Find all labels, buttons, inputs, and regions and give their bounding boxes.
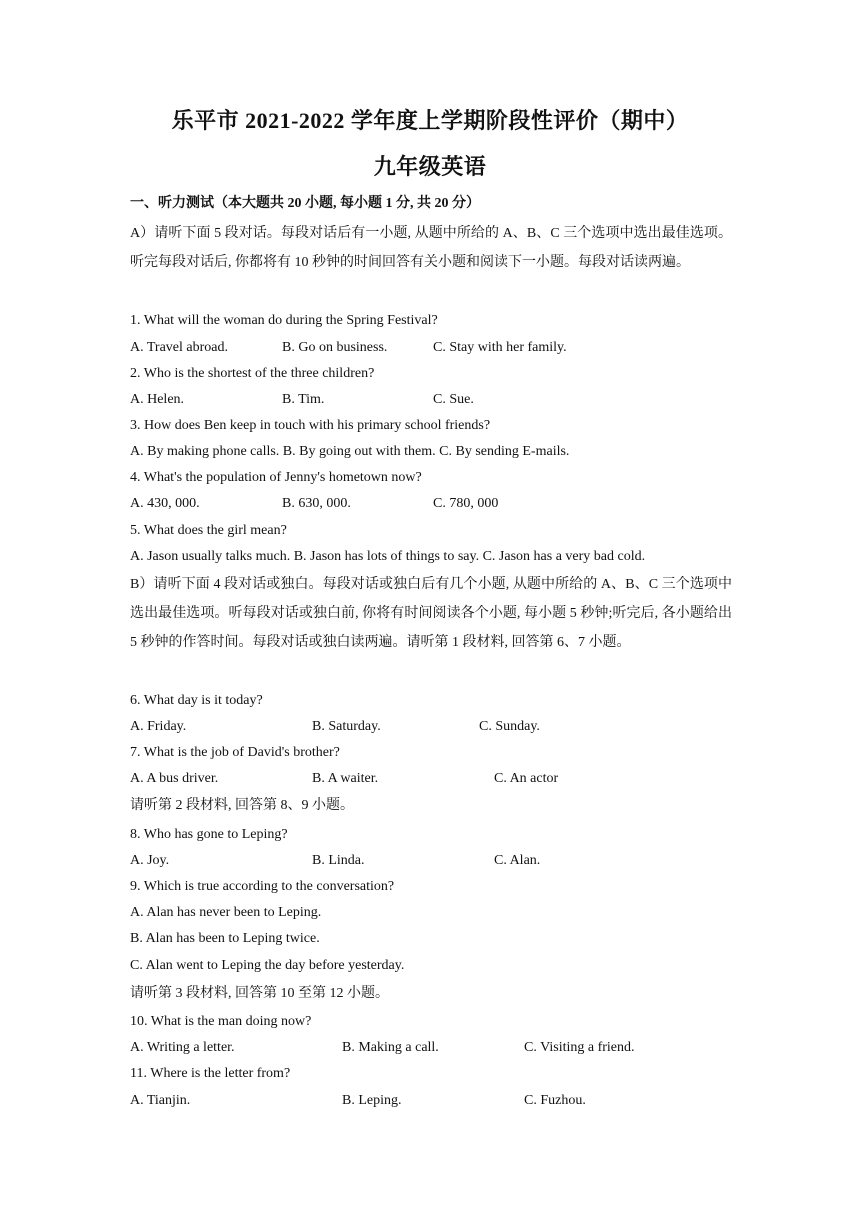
question-8: 8. Who has gone to Leping?	[130, 827, 288, 842]
q9-option-b: B. Alan has been to Leping twice.	[130, 931, 320, 946]
q8-option-b: B. Linda.	[312, 853, 365, 868]
q1-option-a: A. Travel abroad.	[130, 340, 228, 355]
passage-3-note: 请听第 3 段材料, 回答第 10 至第 12 小题。	[130, 986, 389, 1001]
question-11: 11. Where is the letter from?	[130, 1066, 291, 1081]
q1-option-b: B. Go on business.	[282, 340, 388, 355]
question-5: 5. What does the girl mean?	[130, 523, 287, 538]
q7-option-c: C. An actor	[494, 771, 559, 786]
q10-option-b: B. Making a call.	[342, 1040, 439, 1055]
q8-option-c: C. Alan.	[494, 853, 541, 868]
question-2: 2. Who is the shortest of the three children?	[130, 366, 375, 381]
question-6: 6. What day is it today?	[130, 693, 263, 708]
q6-option-a: A. Friday.	[130, 719, 187, 734]
q4-option-c: C. 780, 000	[433, 496, 499, 511]
section-heading: 一、听力测试（本大题共 20 小题, 每小题 1 分, 共 20 分）	[130, 196, 480, 211]
exam-subtitle: 九年级英语	[373, 154, 487, 179]
q11-option-a: A. Tianjin.	[130, 1093, 191, 1108]
q10-option-a: A. Writing a letter.	[130, 1040, 235, 1055]
question-3: 3. How does Ben keep in touch with his primary school friends?	[130, 418, 491, 433]
q9-option-a: A. Alan has never been to Leping.	[130, 905, 322, 920]
q2-option-b: B. Tim.	[282, 392, 325, 407]
question-10: 10. What is the man doing now?	[130, 1014, 312, 1029]
q8-option-a: A. Joy.	[130, 853, 170, 868]
question-7: 7. What is the job of David's brother?	[130, 745, 340, 760]
q9-option-c: C. Alan went to Leping the day before yesterday.	[130, 958, 405, 973]
q2-option-c: C. Sue.	[433, 392, 474, 407]
q4-option-b: B. 630, 000.	[282, 496, 351, 511]
q3-options: A. By making phone calls. B. By going out with them. C. By sending E-mails.	[130, 444, 570, 459]
exam-title: 乐平市 2021-2022 学年度上学期阶段性评价（期中）	[171, 108, 689, 133]
passage-2-note: 请听第 2 段材料, 回答第 8、9 小题。	[130, 798, 354, 813]
q2-option-a: A. Helen.	[130, 392, 185, 407]
q5-options: A. Jason usually talks much. B. Jason has lots of things to say. C. Jason has a very bad cold.	[130, 549, 646, 564]
q7-option-a: A. A bus driver.	[130, 771, 219, 786]
q7-option-b: B. A waiter.	[312, 771, 379, 786]
question-9: 9. Which is true according to the conversation?	[130, 879, 395, 894]
q6-option-c: C. Sunday.	[479, 719, 540, 734]
question-4: 4. What's the population of Jenny's hometown now?	[130, 470, 422, 485]
part-a-instructions: A）请听下面 5 段对话。每段对话后有一小题, 从题中所给的 A、B、C 三个选项中选出最佳选项。听完每段对话后, 你都将有 10 秒钟的时间回答有关小题和阅读下一小题。每段对话读两遍。	[130, 226, 732, 270]
question-1: 1. What will the woman do during the Spring Festival?	[130, 313, 438, 328]
q4-option-a: A. 430, 000.	[130, 496, 200, 511]
q6-option-b: B. Saturday.	[312, 719, 381, 734]
q10-option-c: C. Visiting a friend.	[524, 1040, 635, 1055]
part-b-instructions: B）请听下面 4 段对话或独白。每段对话或独白后有几个小题, 从题中所给的 A、B、C 三个选项中选出最佳选项。听每段对话或独白前, 你将有时间阅读各个小题, 每小题 5 秒钟;听完后, 各小题给出 5 秒钟的作答时间。每段对话或独白读两遍。请听第 1 段材料, 回答第 6、7 小题。	[130, 577, 732, 650]
q11-option-c: C. Fuzhou.	[524, 1093, 586, 1108]
q1-option-c: C. Stay with her family.	[433, 340, 567, 355]
q11-option-b: B. Leping.	[342, 1093, 402, 1108]
